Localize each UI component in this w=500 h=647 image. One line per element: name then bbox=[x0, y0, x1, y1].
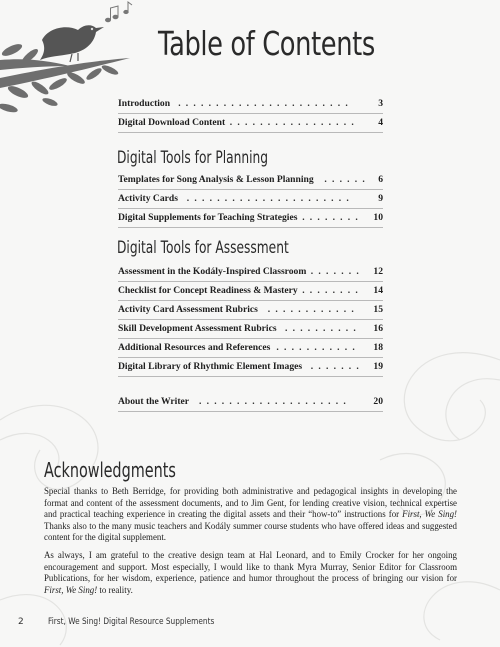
toc-entry-page: 9 bbox=[378, 193, 383, 204]
toc-entry-page: 3 bbox=[378, 98, 383, 109]
toc-entry-label: Checklist for Concept Readiness & Mastery bbox=[118, 285, 298, 296]
dot-leader: ...................... bbox=[186, 193, 354, 204]
toc-entry-label: Digital Download Content bbox=[118, 117, 226, 128]
toc-entry-label: Templates for Song Analysis & Lesson Planning bbox=[118, 174, 314, 185]
dot-leader: ....................... bbox=[178, 98, 353, 109]
toc-entry[interactable] bbox=[118, 263, 383, 282]
toc-entry-label: Digital Library of Rhythmic Element Images bbox=[118, 361, 303, 372]
dot-leader: .................... bbox=[199, 396, 351, 407]
toc-entry[interactable] bbox=[118, 301, 383, 320]
dot-leader: ........ bbox=[302, 285, 363, 296]
toc-entry[interactable] bbox=[118, 339, 383, 358]
toc-list-end bbox=[118, 393, 383, 412]
toc-entry-page: 19 bbox=[373, 361, 383, 372]
section-heading-assessment: Digital Tools for Assessment bbox=[117, 238, 289, 258]
bird-icon bbox=[40, 25, 104, 62]
toc-list-planning bbox=[118, 171, 383, 228]
acknowledgments-paragraph-1: Special thanks to Beth Berridge, for providing both administrative and pedagogical insights in developing the format and content of the assessment documents, and to Jim Gent, for lending creative vision, technical expertise and practical teaching experience in creating the digital assets and their “how-to” instructions for First, We Sing! Thanks also to the many music teachers and Kodály summer course students who have offered ideas and suggested content for the digital supplement. bbox=[44, 486, 457, 543]
music-notes-icon bbox=[106, 2, 133, 22]
toc-entry-page: 12 bbox=[373, 266, 383, 277]
toc-entry-page: 4 bbox=[378, 117, 383, 128]
toc-entry-label: About the Writer bbox=[118, 396, 190, 407]
dot-leader: ................. bbox=[229, 117, 359, 128]
toc-entry-page: 18 bbox=[373, 342, 383, 353]
page-number: 2 bbox=[18, 617, 24, 627]
toc-entry-page: 16 bbox=[373, 323, 383, 334]
toc-entry-label: Activity Card Assessment Rubrics bbox=[118, 304, 258, 315]
toc-entry[interactable] bbox=[118, 282, 383, 301]
dot-leader: ........... bbox=[276, 342, 360, 353]
section-heading-planning: Digital Tools for Planning bbox=[117, 148, 269, 168]
toc-entry[interactable] bbox=[118, 190, 383, 209]
toc-entry-page: 10 bbox=[373, 212, 383, 223]
page-title: Table of Contents bbox=[158, 24, 375, 63]
toc-entry-label: Additional Resources and References bbox=[118, 342, 271, 353]
toc-entry-page: 15 bbox=[373, 304, 383, 315]
dot-leader: ....... bbox=[310, 266, 364, 277]
toc-list-assessment bbox=[118, 263, 383, 377]
dot-leader: .......... bbox=[285, 323, 361, 334]
toc-entry[interactable] bbox=[118, 95, 383, 114]
dot-leader: ....... bbox=[310, 361, 364, 372]
toc-entry[interactable] bbox=[118, 114, 383, 133]
dot-leader: ........ bbox=[302, 212, 363, 223]
toc-entry[interactable] bbox=[118, 209, 383, 228]
toc-entry-label: Activity Cards bbox=[118, 193, 178, 204]
dot-leader: ............ bbox=[267, 304, 359, 315]
toc-entry-label: Assessment in the Kodály-Inspired Classroom bbox=[118, 266, 307, 277]
toc-list-top bbox=[118, 95, 383, 133]
toc-entry[interactable] bbox=[118, 171, 383, 190]
acknowledgments-heading: Acknowledgments bbox=[44, 458, 176, 482]
toc-entry[interactable] bbox=[118, 393, 383, 412]
book-title: First, We Sing! bbox=[44, 584, 98, 595]
acknowledgments-paragraph-2: As always, I am grateful to the creative design team at Hal Leonard, and to Emily Crocker for her ongoing encouragement and support. Most especially, I would like to thank Myra Murray, Senior Editor for Classroom Publications, for her wisdom, experience, patience and humor throughout the process of bringing our vision for First, We Sing! to reality. bbox=[44, 549, 457, 595]
toc-entry-label: Digital Supplements for Teaching Strategies bbox=[118, 212, 298, 223]
acknowledgments-body bbox=[44, 486, 457, 602]
toc-entry-page: 6 bbox=[378, 174, 383, 185]
toc-entry-label: Introduction bbox=[118, 98, 171, 109]
toc-entry-page: 20 bbox=[373, 396, 383, 407]
toc-entry-label: Skill Development Assessment Rubrics bbox=[118, 323, 277, 334]
running-footer: First, We Sing! Digital Resource Supplements bbox=[48, 617, 215, 627]
toc-entry[interactable] bbox=[118, 358, 383, 377]
dot-leader: ...... bbox=[324, 174, 370, 185]
toc-entry[interactable] bbox=[118, 320, 383, 339]
toc-entry-page: 14 bbox=[373, 285, 383, 296]
book-title: First, We Sing! bbox=[402, 509, 457, 520]
